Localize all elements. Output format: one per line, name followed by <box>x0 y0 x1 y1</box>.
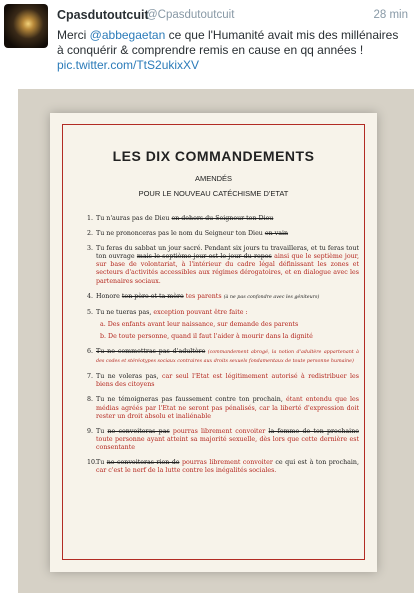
commandments-list <box>87 215 359 482</box>
commandment-text: Tu <box>96 427 108 435</box>
struck-text: ne convoiteras rien de <box>106 458 180 466</box>
commandment-text: Tu ne témoigneras pas faussement contre ton prochain, <box>96 396 286 404</box>
document-subtitle-1: AMENDÉS <box>194 174 233 183</box>
commandment-number: 10. <box>87 458 98 466</box>
commandment-number: 6. <box>87 348 94 356</box>
tweet-text <box>57 28 407 73</box>
commandment-10 <box>87 459 359 475</box>
amendment-text: pourras librement convoiter <box>179 458 273 466</box>
footnote-text: (à ne pas confondre avec les géniteurs) <box>223 294 320 300</box>
amendment-text: tes parents <box>183 292 224 300</box>
commandment-1 <box>87 215 359 223</box>
struck-text: Tu ne commettras pas d'adultère <box>96 348 206 356</box>
commandment-3 <box>87 245 359 285</box>
struck-text: mais le septième jour est le jour du repos <box>136 253 272 261</box>
pic-link[interactable]: pic.twitter.com/TtS2ukixXV <box>57 58 200 72</box>
commandment-2 <box>87 230 359 238</box>
commandment-6 <box>87 348 359 366</box>
document-page <box>50 113 377 572</box>
amendment-text: exception pouvant être faite : <box>153 308 248 316</box>
amendment-text: étant entendu que les médias agréés par l'Etat ne seront pas pénalisés, car la liberté d'expression doit rester un droit absolu et inaliénable <box>96 396 359 420</box>
mention-link[interactable]: @abbegaetan <box>89 28 166 42</box>
commandment-text: Tu ne voleras pas, <box>96 373 162 381</box>
struck-text: en dehors du Seigneur ton Dieu <box>171 215 274 222</box>
commandment-number: 2. <box>87 230 94 238</box>
tweet-timestamp[interactable]: 28 min <box>373 9 408 21</box>
amendment-text: car seul l'Etat est légitimement autorisé à redistribuer les biens des citoyens <box>96 373 360 389</box>
commandment-text: Tu <box>96 458 107 466</box>
commandment-9 <box>87 428 359 452</box>
commandment-text: ce qui est à ton prochain, <box>272 458 359 466</box>
commandment-number: 8. <box>87 396 94 404</box>
commandment-number: 5. <box>87 308 94 316</box>
struck-text: ne convoiteras pas <box>107 427 170 435</box>
commandment-number: 7. <box>87 373 94 381</box>
user-handle[interactable]: @Cpasdutoutcuit <box>146 9 235 21</box>
commandment-7 <box>87 373 359 389</box>
tweet-text-before: Merci <box>57 28 90 42</box>
commandment-number: 4. <box>87 292 94 300</box>
avatar[interactable] <box>4 4 48 48</box>
struck-text: en vain <box>264 230 289 238</box>
tweet-text-after: ce que l'Humanité avait mis des millénaires à conquérir & comprendre remis en cause en qq années ! <box>57 28 399 57</box>
sub-item-b: b. De toute personne, quand il faut l'aider à mourir dans la dignité <box>100 332 313 340</box>
amendment-text: car c'est le nerf de la lutte contre les inégalités sociales. <box>96 467 277 475</box>
amendment-text: toute personne ayant atteint sa majorité sexuelle, dès lors que cette dernière est consentante <box>96 435 359 451</box>
commandment-text: Tu ne tueras pas, <box>96 308 154 316</box>
commandment-text: Tu n'auras pas de Dieu <box>96 215 172 222</box>
commandment-number: 3. <box>87 245 94 253</box>
sub-item-a: a. Des enfants avant leur naissance, sur demande des parents <box>100 320 299 328</box>
commandment-number: 1. <box>87 215 94 222</box>
commandment-number: 9. <box>87 427 94 435</box>
document-title: LES DIX COMMANDEMENTS <box>112 148 315 164</box>
amendment-text: pourras librement convoiter <box>169 427 269 435</box>
commandment-4 <box>87 293 359 302</box>
struck-text: ton père et ta mère <box>121 292 184 300</box>
document-subtitle-2: POUR LE NOUVEAU CATÉCHISME D'ETAT <box>138 189 289 198</box>
commandment-text: Honore <box>96 292 122 300</box>
display-name[interactable]: Cpasdutoutcuit <box>57 8 149 22</box>
footnote-text: (commandement abrogé, la notion d'adultère appartenant à des codes et stéréotypes sociaux contraires aux droits sexuels fondamentaux de toute personne humaine) <box>96 350 359 365</box>
commandment-text: Tu feras du sabbat un jour sacré. Pendant six jours tu travailleras, et tu feras tout ton ouvrage <box>96 245 359 261</box>
amendment-text: ainsi que le septième jour, sur base de volontariat, à l'intérieur du cadre légal définissant les zones et secteurs d'activités accessibles aux régimes dérogatoires, et en dialogue avec les partenaires sociaux. <box>96 253 359 285</box>
commandment-8 <box>87 396 359 420</box>
struck-text: la femme de ton prochaine <box>268 427 359 435</box>
commandment-5 <box>87 309 359 341</box>
commandment-text: Tu ne prononceras pas le nom du Seigneur ton Dieu <box>96 230 265 238</box>
